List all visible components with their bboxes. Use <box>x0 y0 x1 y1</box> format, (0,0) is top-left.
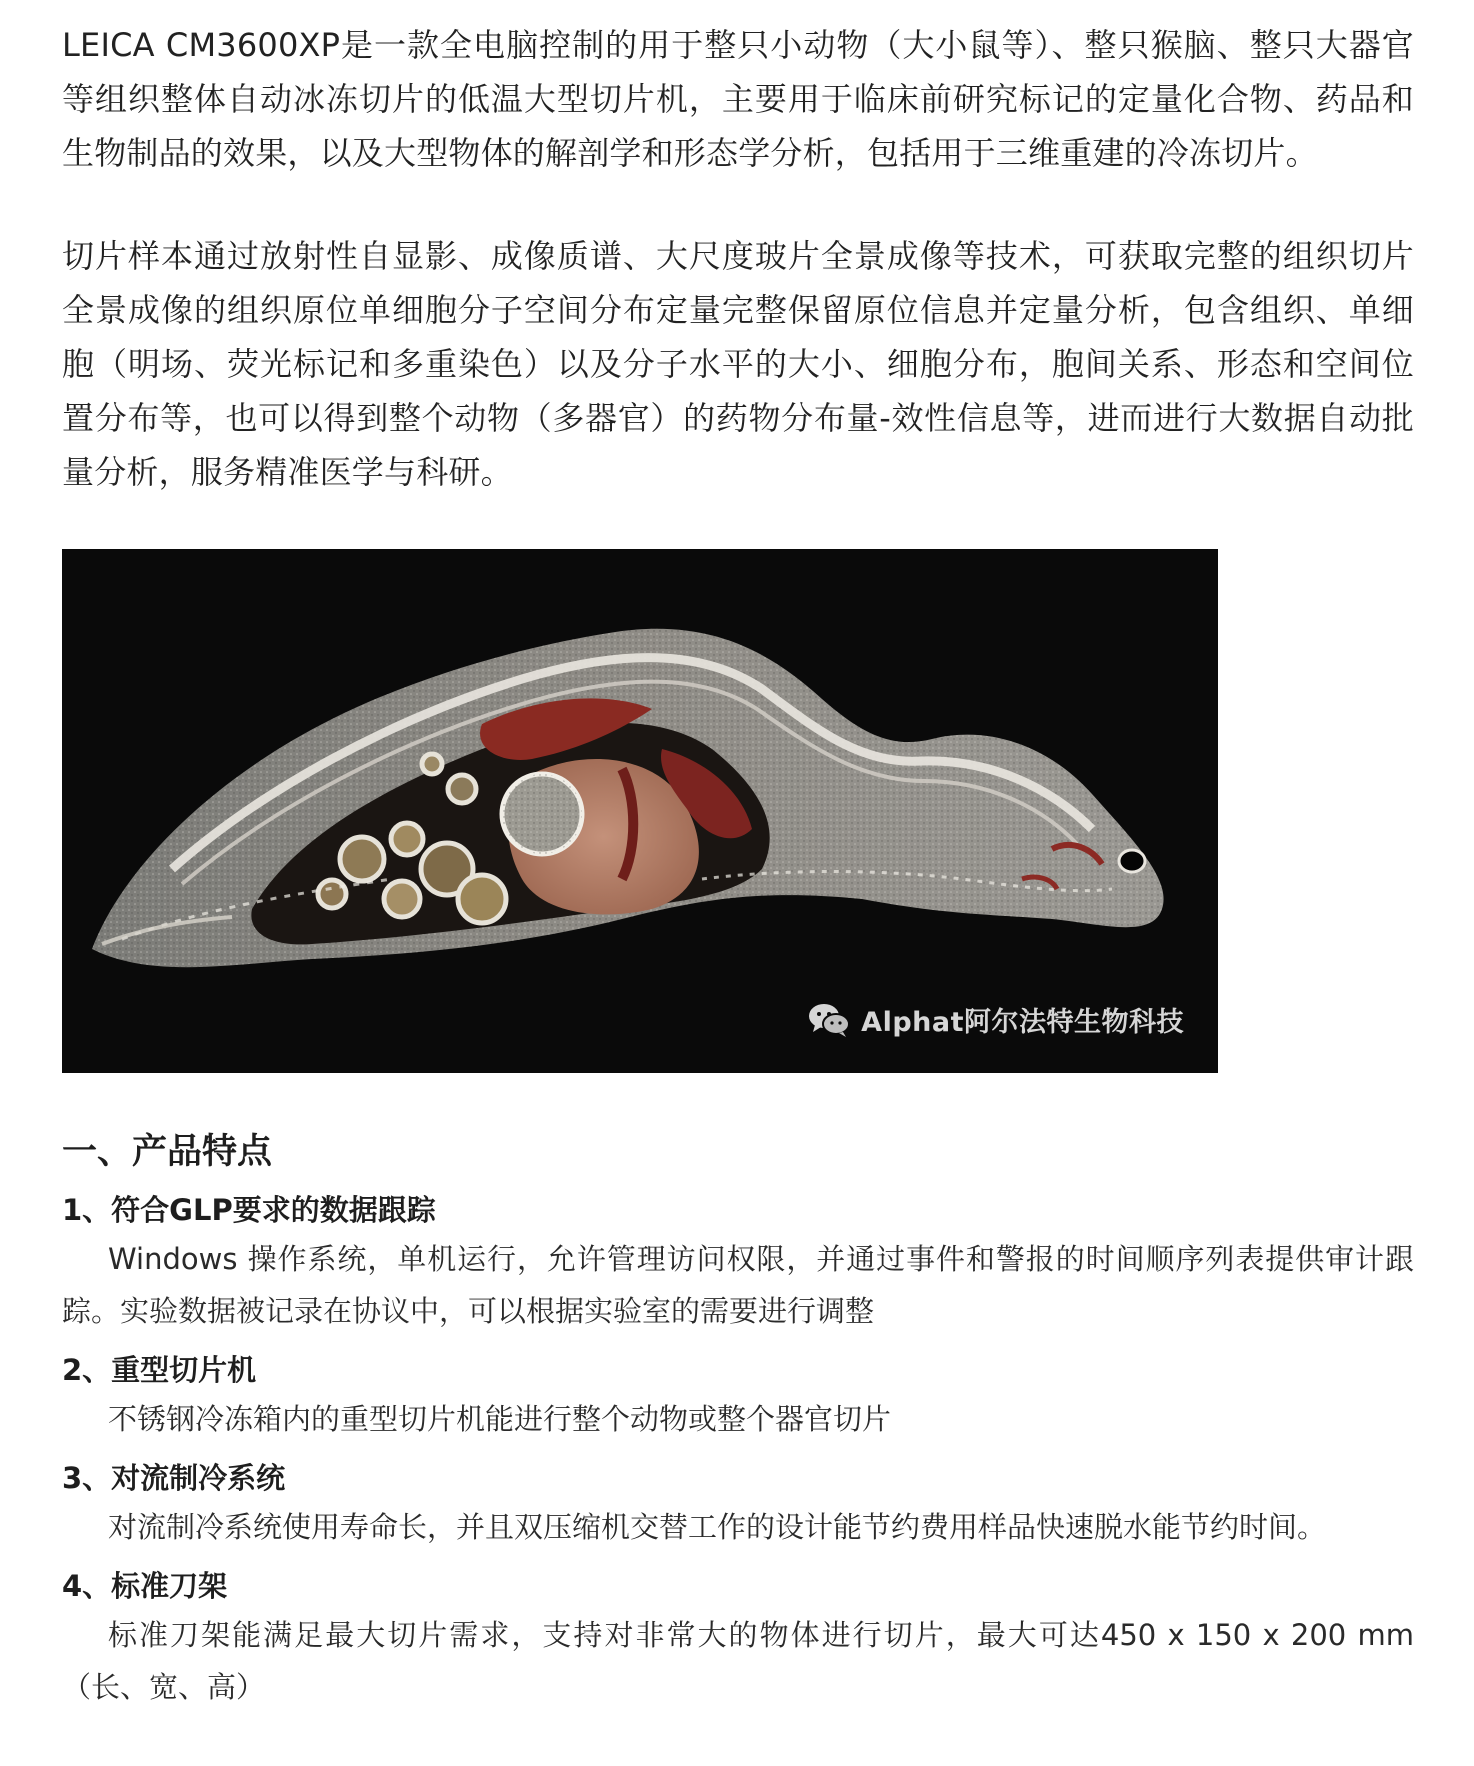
tissue-section-illustration <box>62 549 1218 1073</box>
wechat-icon <box>807 1001 851 1039</box>
intro-paragraph-2: 切片样本通过放射性自显影、成像质谱、大尺度玻片全景成像等技术，可获取完整的组织切片全景成像的组织原位单细胞分子空间分布定量完整保留原位信息并定量分析，包含组织、单细胞（明场、荧光标记和多重染色）以及分子水平的大小、细胞分布，胞间关系、形态和空间位置分布等，也可以得到整个动物（多器官）的药物分布量-效性信息等，进而进行大数据自动批量分析，服务精准医学与科研。 <box>62 237 1414 491</box>
feature-item-1 <box>62 1187 1414 1337</box>
feature-heading: 3、对流制冷系统 <box>62 1461 286 1495</box>
feature-body: Windows 操作系统，单机运行，允许管理访问权限，并通过事件和警报的时间顺序列表提供审计跟踪。实验数据被记录在协议中，可以根据实验室的需要进行调整 <box>62 1242 1414 1328</box>
feature-heading: 4、标准刀架 <box>62 1569 228 1603</box>
feature-body: 对流制冷系统使用寿命长，并且双压缩机交替工作的设计能节约费用样品快速脱水能节约时间。 <box>108 1510 1327 1544</box>
feature-item-3 <box>62 1455 1414 1553</box>
feature-item-4 <box>62 1563 1414 1713</box>
article-content <box>62 18 1414 1713</box>
feature-body: 标准刀架能满足最大切片需求，支持对非常大的物体进行切片，最大可达450 x 150 x 200 mm（长、宽、高） <box>62 1618 1414 1704</box>
feature-body: 不锈钢冷冻箱内的重型切片机能进行整个动物或整个器官切片 <box>108 1402 892 1436</box>
image-watermark <box>807 1000 1184 1039</box>
section-title: 一、产品特点 <box>62 1132 273 1172</box>
eye <box>1119 850 1145 872</box>
whole-body-section-image <box>62 549 1218 1073</box>
feature-heading: 2、重型切片机 <box>62 1353 257 1387</box>
feature-heading: 1、符合GLP要求的数据跟踪 <box>62 1193 436 1227</box>
intro-paragraph-1: LEICA CM3600XP是一款全电脑控制的用于整只小动物（大小鼠等）、整只猴脑、整只大器官等组织整体自动冰冻切片的低温大型切片机，主要用于临床前研究标记的定量化合物、药品和生物制品的效果，以及大型物体的解剖学和形态学分析，包括用于三维重建的冷冻切片。 <box>62 26 1414 172</box>
watermark-text: Alphat阿尔法特生物科技 <box>861 1007 1184 1038</box>
feature-item-2 <box>62 1347 1414 1445</box>
